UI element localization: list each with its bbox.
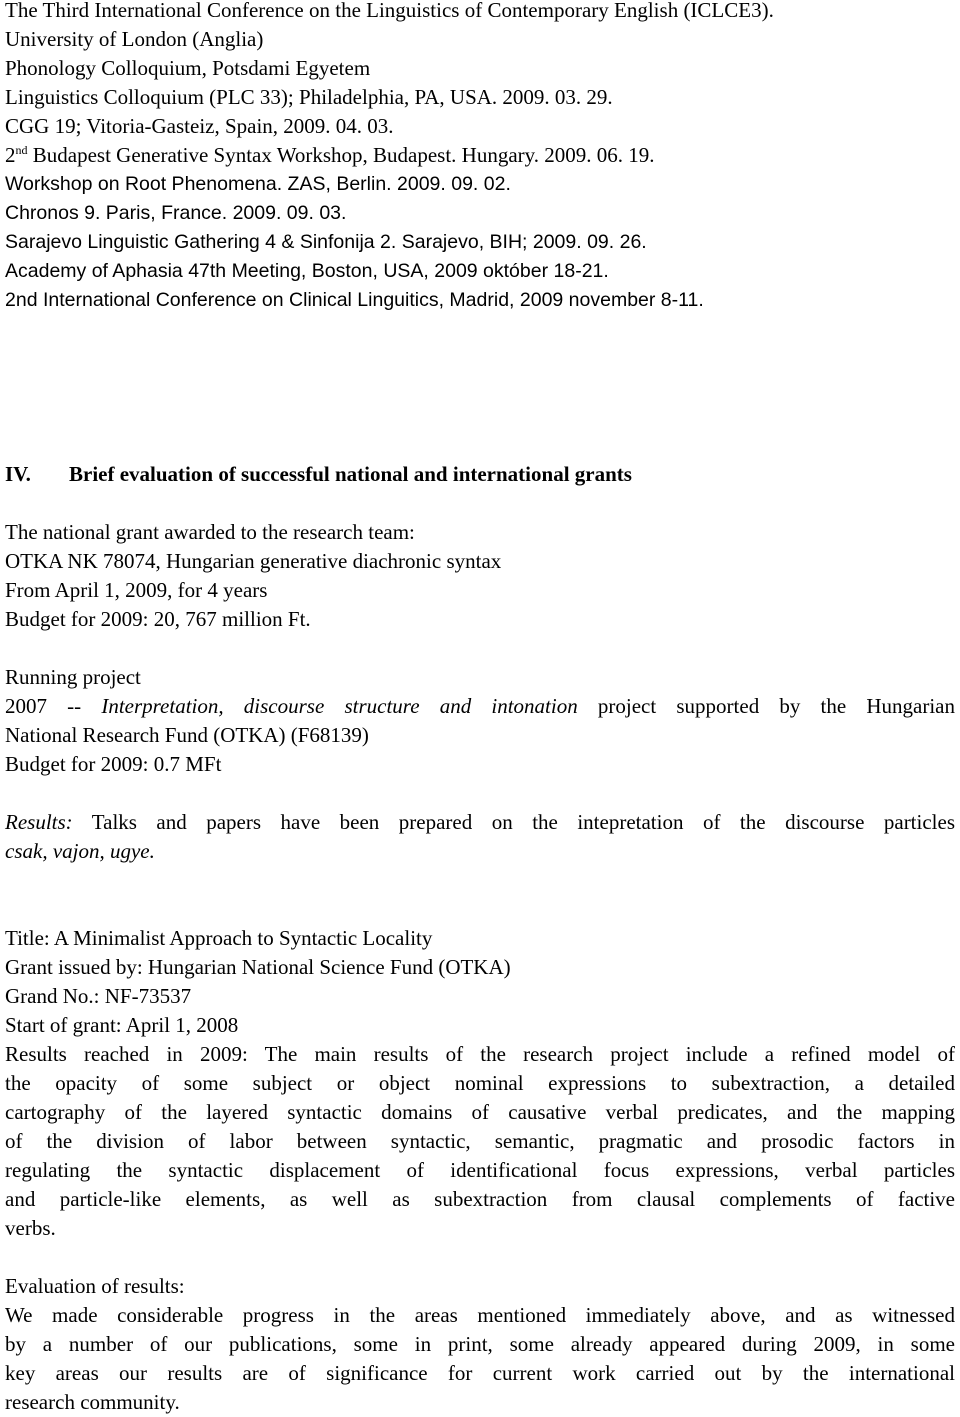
conference-item	[5, 141, 655, 170]
conference-item: Chronos 9. Paris, France. 2009. 09. 03.	[5, 202, 347, 224]
section-heading	[5, 460, 632, 489]
conference-item: 2nd International Conference on Clinical Linguitics, Madrid, 2009 november 8-11.	[5, 289, 704, 311]
ordinal-suffix: nd	[15, 143, 28, 157]
conference-item: Linguistics Colloquium (PLC 33); Philadelphia, PA, USA. 2009. 03. 29.	[5, 85, 613, 109]
conference-item: CGG 19; Vitoria-Gasteiz, Spain, 2009. 04. 03.	[5, 114, 394, 138]
conference-text: Budapest Generative Syntax Workshop, Budapest. Hungary. 2009. 06. 19.	[27, 143, 655, 167]
section-title: Brief evaluation of successful national and international grants	[69, 462, 632, 486]
national-grant-period: From April 1, 2009, for 4 years	[5, 578, 268, 602]
running-project-fund: National Research Fund (OTKA) (F68139)	[5, 723, 369, 747]
grant-results-line: and particle-like elements, as well as subextraction from clausal complements of factive	[5, 1187, 955, 1211]
results-particles	[5, 837, 155, 866]
ordinal-number: 2	[5, 143, 16, 167]
particles-text: csak, vajon, ugye.	[5, 839, 155, 863]
running-project-results	[5, 808, 955, 837]
evaluation-line: key areas our results are of significance for current work carried out by the international	[5, 1361, 955, 1385]
project-title: Interpretation, discourse structure and intonation	[101, 694, 578, 718]
evaluation-heading: Evaluation of results:	[5, 1274, 185, 1298]
running-project-heading: Running project	[5, 665, 141, 689]
conference-item: Sarajevo Linguistic Gathering 4 & Sinfonija 2. Sarajevo, BIH; 2009. 09. 26.	[5, 231, 647, 253]
running-project-line	[5, 692, 955, 721]
grant-results-line: regulating the syntactic displacement of identificational focus expressions, verbal particles	[5, 1158, 955, 1182]
conference-item: Academy of Aphasia 47th Meeting, Boston, USA, 2009 október 18-21.	[5, 260, 609, 282]
running-project-budget: Budget for 2009: 0.7 MFt	[5, 752, 222, 776]
grant-results-line: the opacity of some subject or object nominal expressions to subextraction, a detailed	[5, 1071, 955, 1095]
conference-item: The Third International Conference on the Linguistics of Contemporary English (ICLCE3).	[5, 0, 774, 22]
grant-results-line: cartography of the layered syntactic domains of causative verbal predicates, and the mapping	[5, 1100, 955, 1124]
grant-title: Title: A Minimalist Approach to Syntactic Locality	[5, 926, 433, 950]
conference-item: University of London (Anglia)	[5, 27, 264, 51]
grant-results-line: verbs.	[5, 1216, 56, 1240]
results-label: Results:	[5, 810, 73, 834]
results-text: Talks and papers have been prepared on the intepretation of the discourse particles	[72, 810, 955, 834]
grant-issuer: Grant issued by: Hungarian National Science Fund (OTKA)	[5, 955, 511, 979]
project-support: project supported by the Hungarian	[577, 694, 955, 718]
national-grant-budget: Budget for 2009: 20, 767 million Ft.	[5, 607, 311, 631]
grant-results-line: Results reached in 2009: The main results of the research project include a refined model of	[5, 1042, 955, 1066]
conference-item: Workshop on Root Phenomena. ZAS, Berlin. 2009. 09. 02.	[5, 173, 511, 195]
national-grant-id: OTKA NK 78074, Hungarian generative diachronic syntax	[5, 549, 502, 573]
evaluation-line: by a number of our publications, some in print, some already appeared during 2009, in some	[5, 1332, 955, 1356]
national-grant-intro: The national grant awarded to the research team:	[5, 520, 415, 544]
grant-number: Grand No.: NF-73537	[5, 984, 192, 1008]
evaluation-line: research community.	[5, 1390, 180, 1414]
evaluation-line: We made considerable progress in the areas mentioned immediately above, and as witnessed	[5, 1303, 955, 1327]
project-year: 2007 --	[5, 694, 102, 718]
conference-item: Phonology Colloquium, Potsdami Egyetem	[5, 56, 371, 80]
section-number: IV.	[5, 462, 31, 486]
grant-start: Start of grant: April 1, 2008	[5, 1013, 239, 1037]
grant-results-line: of the division of labor between syntactic, semantic, pragmatic and prosodic factors in	[5, 1129, 955, 1153]
